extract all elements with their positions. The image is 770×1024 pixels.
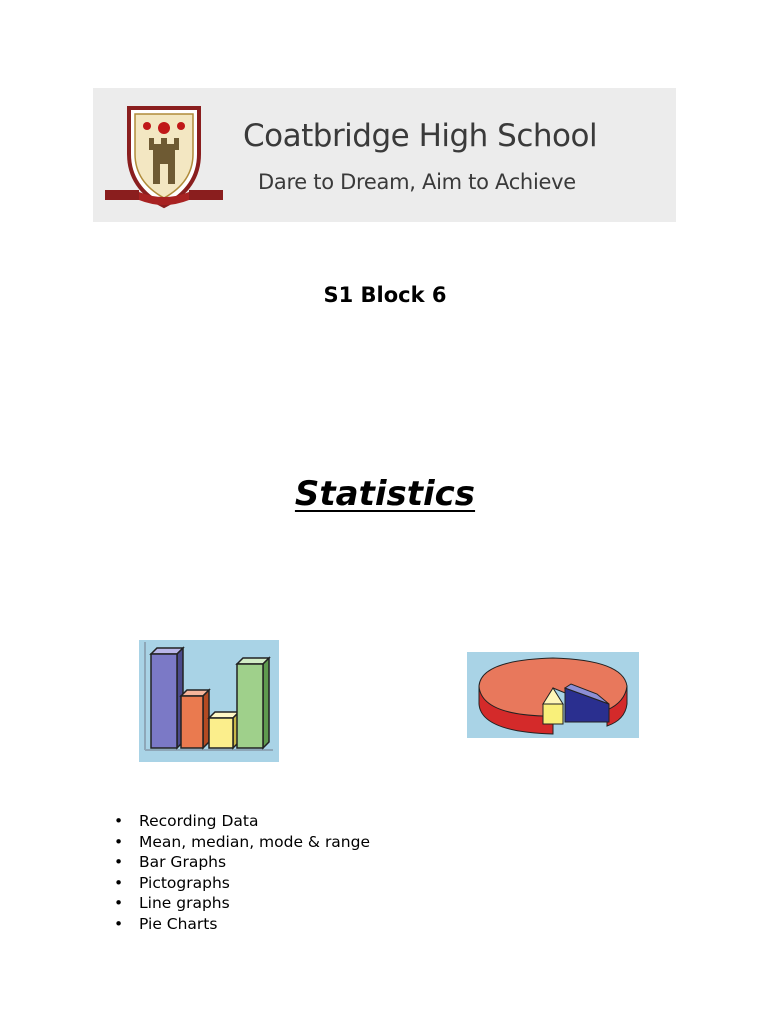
list-item (114, 852, 370, 873)
list-item (114, 914, 370, 935)
bullet-icon: • (114, 853, 124, 872)
list-item (114, 832, 370, 853)
school-name: Coatbridge High School (243, 118, 598, 154)
topic-label: Recording Data (139, 812, 259, 830)
bullet-icon: • (114, 812, 124, 830)
topics-list (114, 811, 370, 935)
list-item (114, 811, 370, 832)
topic-label: Pictographs (139, 873, 230, 892)
topic-label: Line graphs (139, 894, 230, 913)
school-crest-icon (105, 102, 223, 212)
school-banner (93, 88, 676, 222)
school-motto: Dare to Dream, Aim to Achieve (258, 170, 576, 194)
bullet-icon: • (114, 914, 124, 933)
topic-label: Pie Charts (139, 914, 218, 933)
bullet-icon: • (114, 894, 124, 913)
bullet-icon: • (114, 832, 124, 851)
page-title: Statistics (294, 474, 476, 514)
topic-label: Mean, median, mode & range (139, 832, 371, 851)
block-title: S1 Block 6 (323, 283, 447, 307)
pie-chart-clipart-icon (467, 652, 639, 738)
bullet-icon: • (114, 873, 124, 892)
bar-chart-clipart-icon (139, 640, 279, 762)
list-item (114, 873, 370, 894)
topic-label: Bar Graphs (139, 853, 227, 872)
list-item (114, 893, 370, 914)
